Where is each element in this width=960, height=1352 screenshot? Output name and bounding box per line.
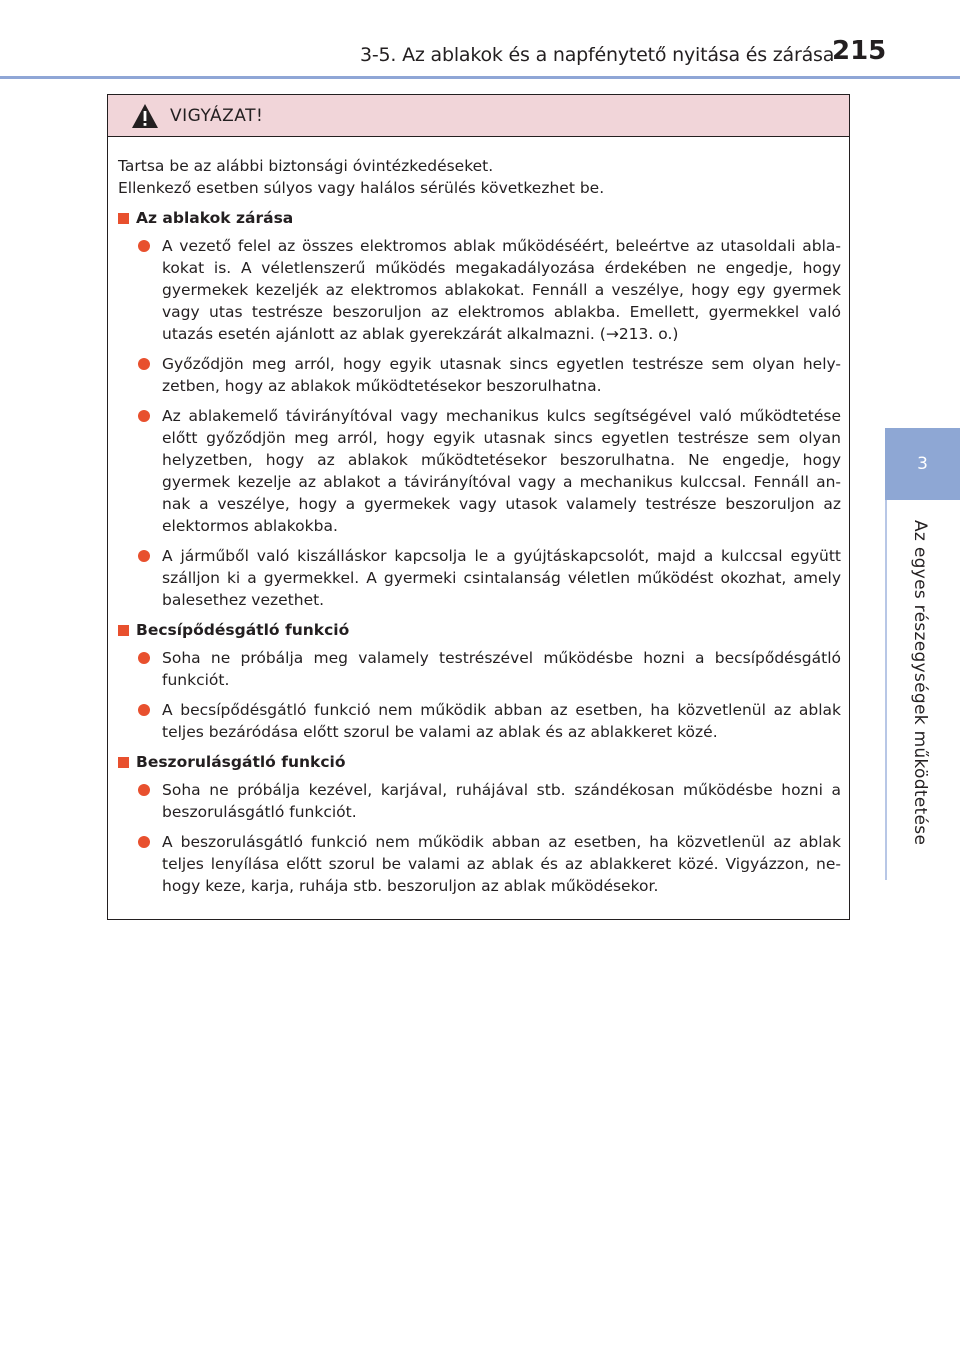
bullet-dot-icon <box>138 240 150 252</box>
list-item <box>132 405 841 537</box>
list-item-text: Soha ne próbálja kezével, karjával, ruhájával stb. szándékosan működésbe hozni a beszorulásgátló funkciót. <box>162 781 841 821</box>
list-item <box>132 647 841 691</box>
square-bullet-icon <box>118 625 129 636</box>
square-bullet-icon <box>118 213 129 224</box>
list-item-text: Győződjön meg arról, hogy egyik utasnak sincs egyetlen testrésze sem olyan hely-zetben, hogy az ablakok működtetésekor beszorulhatna. <box>162 355 841 395</box>
warning-intro <box>118 155 841 199</box>
square-bullet-icon <box>118 757 129 768</box>
list-item <box>132 545 841 611</box>
warning-body <box>108 137 849 897</box>
page-header-title: 3-5. Az ablakok és a napfénytető nyitása és zárása <box>360 44 835 66</box>
bullet-dot-icon <box>138 358 150 370</box>
section-heading-text: Becsípődésgátló funkció <box>136 621 350 639</box>
section-heading <box>118 207 841 229</box>
list-item <box>132 779 841 823</box>
list-item <box>132 831 841 897</box>
bullet-dot-icon <box>138 836 150 848</box>
chapter-title-text: Az egyes részegységek működtetése <box>910 520 930 846</box>
chapter-number: 3 <box>917 454 928 474</box>
warning-title: VIGYÁZAT! <box>170 105 264 126</box>
list-item-text: A beszorulásgátló funkció nem működik abban az esetben, ha közvetlenül az ablak teljes lenyílása előtt szorul be valami az ablak és az ablakkeret közé. Vigyázzon, ne-hogy keze, karja, ruhája stb. beszoruljon az ablak működésekor. <box>162 833 841 895</box>
warning-box <box>107 94 850 920</box>
list-item-text: A becsípődésgátló funkció nem működik abban az esetben, ha közvetlenül az ablak teljes bezáródása előtt szorul be valami az ablak és az ablakkeret közé. <box>162 701 841 741</box>
section-heading-text: Beszorulásgátló funkció <box>136 753 346 771</box>
list-item-text: A vezető felel az összes elektromos ablak működéséért, beleértve az utasoldali abla-kokat is. A véletlenszerű működés megakadályozása érdekében ne engedje, hogy gyermekek kezeljék az elektromos ablakokat. Fennáll a veszélye, hogy egy gyermek vagy utas testrésze beszoruljon az elektromos ablakba. Emellett, gyermekkel való utazás esetén ajánlott az ablak gyerekzárát alkalmazni. (→213. o.) <box>162 237 841 343</box>
bullet-dot-icon <box>138 704 150 716</box>
bullet-dot-icon <box>138 652 150 664</box>
warning-triangle-icon <box>130 102 160 130</box>
page-number: 215 <box>832 36 887 66</box>
list-item-text: A járműből való kiszálláskor kapcsolja le a gyújtáskapcsolót, majd a kulccsal együtt szálljon ki a gyermekkel. A gyermeki csintalanság véletlen működést okozhat, amely balesethez vezethet. <box>162 547 841 609</box>
bullet-dot-icon <box>138 550 150 562</box>
warning-header <box>108 95 849 137</box>
list-item <box>132 699 841 743</box>
chapter-tab <box>885 428 960 500</box>
section-heading <box>118 619 841 641</box>
bullet-dot-icon <box>138 410 150 422</box>
chapter-title-vertical <box>880 520 960 850</box>
list-item <box>132 353 841 397</box>
section-heading <box>118 751 841 773</box>
list-item <box>132 235 841 345</box>
warning-intro-line: Ellenkező esetben súlyos vagy halálos sérülés következhet be. <box>118 179 605 197</box>
section-heading-text: Az ablakok zárása <box>136 209 294 227</box>
list-item-text: Az ablakemelő távirányítóval vagy mechanikus kulcs segítségével való működtetése előtt győződjön meg arról, hogy egyik utasnak sincs egyetlen testrésze sem olyan helyzetben, hogy az ablakok működtetésekor beszorulhatna. Ne engedje, hogy gyermek kezelje az ablakot a távirányítóval vagy a mechanikus kulccsal. Fennáll an-nak a veszélye, hogy a gyermekek vagy utasok valamely testrésze beszoruljon az elektormos ablakokba. <box>162 407 841 535</box>
header-divider <box>0 76 960 79</box>
bullet-dot-icon <box>138 784 150 796</box>
warning-intro-line: Tartsa be az alábbi biztonsági óvintézkedéseket. <box>118 157 494 175</box>
list-item-text: Soha ne próbálja meg valamely testrészével működésbe hozni a becsípődésgátló funkciót. <box>162 649 841 689</box>
